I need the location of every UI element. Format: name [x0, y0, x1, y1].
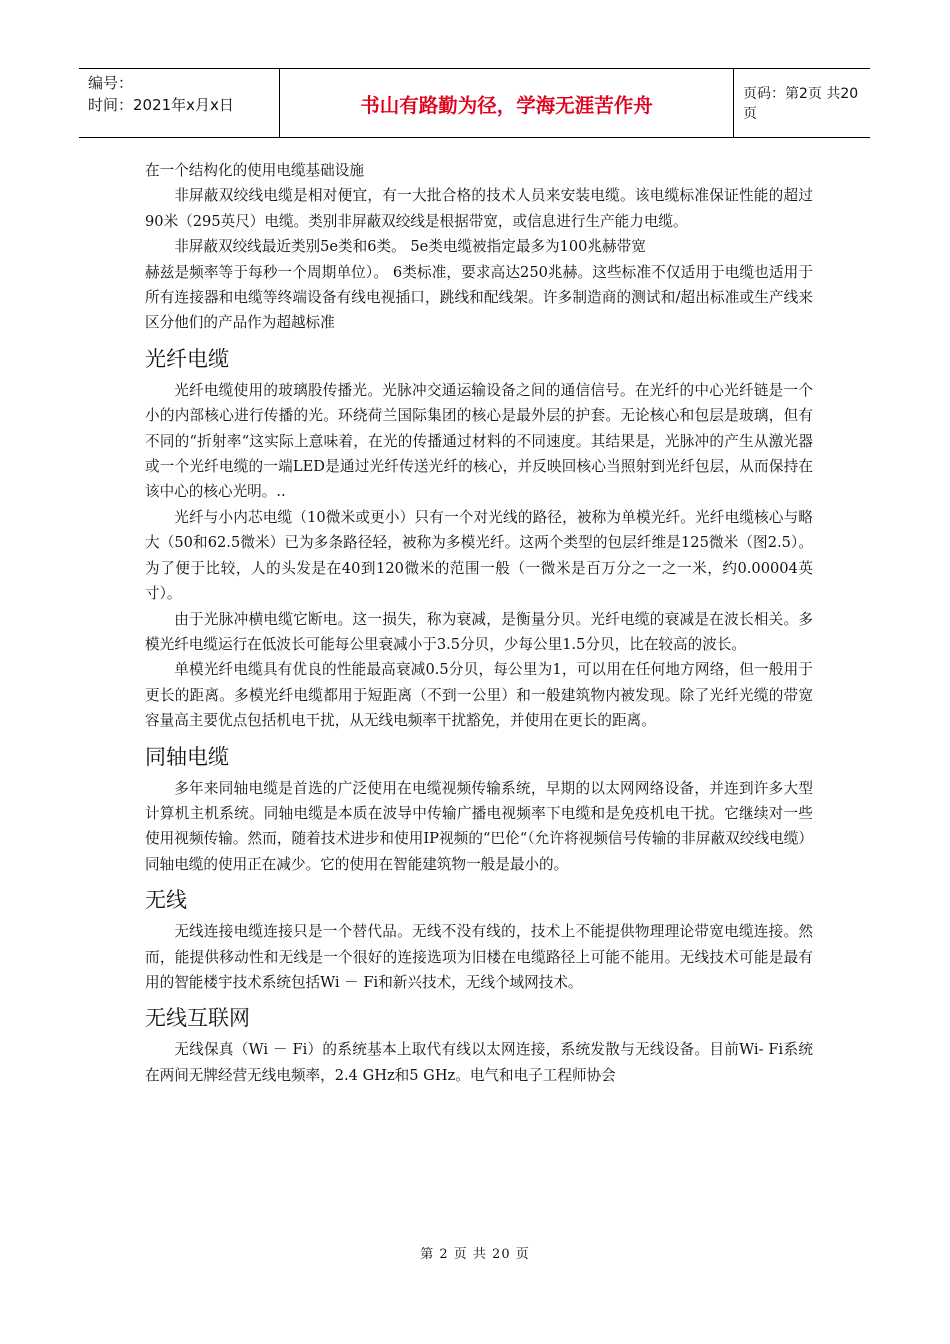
- paragraph: 赫兹是频率等于每秒一个周期单位）。 6类标准，要求高达250兆赫。这些标准不仅适用于电缆也适用于所有连接器和电缆等终端设备有线电视插口，跳线和配线架。许多制造商的测试和/超出标准或生产线来区分他们的产品作为超越标准: [145, 263, 813, 332]
- header-meta-cell: [79, 69, 280, 137]
- paragraph: 单模光纤电缆具有优良的性能最高衰减0.5分贝，每公里为1，可以用在任何地方网络，但一般用于更长的距离。多模光纤电缆都用于短距离（不到一公里）和一般建筑物内被发现。除了光纤光缆的带宽容量高主要优点包括机电干扰，从无线电频率干扰豁免，并使用在更长的距离。: [145, 661, 813, 730]
- page-footer: 第 2 页 共 20 页: [420, 1247, 530, 1262]
- header-page-cell: [734, 69, 870, 137]
- paragraph: 由于光脉冲横电缆它断电。这一损失，称为衰减，是衡量分贝。光纤电缆的衰减是在波长相关。多模光纤电缆运行在低波长可能每公里衰减小于3.5分贝，少每公里1.5分贝，比在较高的波长。: [145, 610, 813, 653]
- page-label: 页码：第2页 共20页: [743, 86, 859, 122]
- paragraph: 非屏蔽双绞线最近类别5e类和6类。 5e类电缆被指定最多为100兆赫带宽: [174, 238, 646, 256]
- paragraph: 在一个结构化的使用电缆基础设施: [145, 162, 364, 179]
- paragraph: 光纤电缆使用的玻璃股传播光。光脉冲交通运输设备之间的通信信号。在光纤的中心光纤链是一个小的内部核心进行传播的光。环绕荷兰国际集团的核心是最外层的护套。无论核心和包层是玻璃，但有不同的“折射率“这实际上意味着，在光的传播通过材料的不同速度。其结果是，光脉冲的产生从激光器或一个光纤电缆的一端LED是通过光纤传送光纤的核心，并反映回核心当照射到光纤包层，从而保持在该中心的核心光明。..: [145, 381, 813, 501]
- paragraph: 多年来同轴电缆是首选的广泛使用在电缆视频传输系统，早期的以太网网络设备，并连到许多大型计算机主机系统。同轴电缆是本质在波导中传输广播电视频率下电缆和是免疫机电干扰。它继续对一些使用视频传输。然而，随着技术进步和使用IP视频的“巴伦“（允许将视频信号传输的非屏蔽双绞线电缆）同轴电缆的使用正在减少。它的使用在智能建筑物一般是最小的。: [145, 779, 813, 873]
- section-heading-wireless: 无线: [145, 888, 187, 913]
- header-motto-cell: [280, 69, 734, 137]
- number-label: 编号：: [88, 74, 134, 92]
- date-label: 时间：2021年x月x日: [88, 96, 234, 114]
- paragraph: 非屏蔽双绞线电缆是相对便宜，有一大批合格的技术人员来安装电缆。该电缆标准保证性能的超过90米（295英尺）电缆。类别非屏蔽双绞线是根据带宽，或信息进行生产能力电缆。: [145, 187, 813, 230]
- motto-text: 书山有路勤为径，学海无涯苦作舟: [360, 94, 653, 117]
- paragraph: 光纤与小内芯电缆（10微米或更小）只有一个对光线的路径，被称为单模光纤。光纤电缆核心与略大（50和62.5微米）已为多条路径轻，被称为多模光纤。这两个类型的包层纤维是125微米（图2.5）。为了便于比较，人的头发是在40到120微米的范围一般（一微米是百万分之一之一米，约0.00004英寸）。: [145, 508, 813, 603]
- section-heading-wifi: 无线互联网: [145, 1006, 250, 1031]
- section-heading-coax: 同轴电缆: [145, 744, 229, 769]
- paragraph: 无线连接电缆连接只是一个替代品。无线不没有线的，技术上不能提供物理理论带宽电缆连接。然而，能提供移动性和无线是一个很好的连接选项为旧楼在电缆路径上可能不能用。无线技术可能是最有用的智能楼宇技术系统包括Wi － Fi和新兴技术，无线个域网技术。: [145, 923, 813, 991]
- document-body: [145, 158, 813, 1088]
- paragraph: 无线保真（Wi － Fi）的系统基本上取代有线以太网连接，系统发散与无线设备。目前Wi- Fi系统在两间无牌经营无线电频率，2.4 GHz和5 GHz。电气和电子工程师协会: [145, 1041, 813, 1084]
- document-header: [79, 68, 870, 138]
- section-heading-fiber: 光纤电缆: [145, 346, 229, 371]
